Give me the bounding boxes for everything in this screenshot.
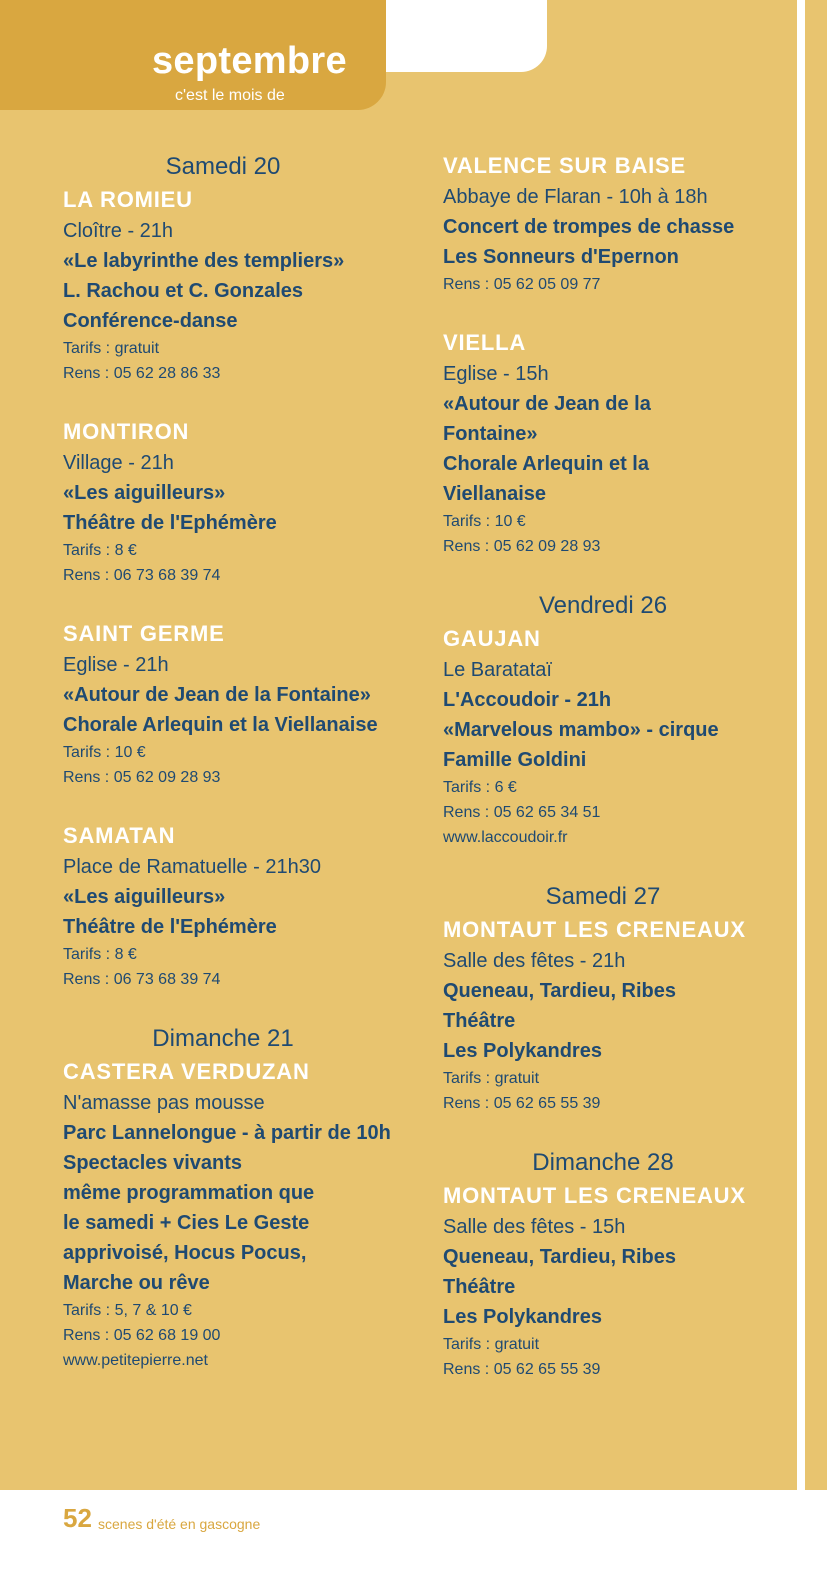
event-detail: Spectacles vivants	[63, 1152, 242, 1174]
event-info: Rens : 05 62 28 86 33	[63, 365, 221, 382]
event-detail: Théâtre	[443, 1010, 516, 1032]
day-heading: Samedi 27	[545, 883, 661, 910]
event-detail: Théâtre de l'Ephémère	[63, 916, 277, 938]
day-heading: Vendredi 26	[538, 592, 668, 619]
event-info: www.petitepierre.net	[63, 1352, 208, 1369]
event-detail: Marche ou rêve	[63, 1272, 210, 1294]
event-detail: Chorale Arlequin et la	[443, 453, 649, 475]
event-listing	[63, 820, 423, 992]
event-detail: Les Sonneurs d'Epernon	[443, 246, 679, 268]
event-detail: Place de Ramatuelle - 21h30	[63, 856, 321, 878]
event-detail: Cloître - 21h	[63, 220, 174, 242]
day-heading: Samedi 20	[165, 153, 281, 180]
event-detail: Théâtre de l'Ephémère	[63, 512, 277, 534]
day-heading: Dimanche 28	[532, 1149, 674, 1176]
publication-name: scenes d'été en gascogne	[98, 1516, 261, 1532]
event-town: LA ROMIEU	[63, 187, 193, 212]
event-info: Tarifs : 8 €	[63, 542, 137, 559]
event-info: Tarifs : 6 €	[443, 779, 517, 796]
event-info: Tarifs : gratuit	[63, 340, 160, 357]
event-detail: Parc Lannelongue - à partir de 10h	[63, 1122, 391, 1144]
event-detail: «Les aiguilleurs»	[63, 886, 226, 908]
event-listing	[443, 327, 803, 559]
event-town: VALENCE SUR BAISE	[443, 153, 686, 178]
event-detail: apprivoisé, Hocus Pocus,	[63, 1242, 307, 1264]
event-detail: Abbaye de Flaran - 10h à 18h	[443, 186, 708, 208]
left-column	[63, 150, 423, 1403]
event-info: Tarifs : 8 €	[63, 946, 137, 963]
event-info: Rens : 06 73 68 39 74	[63, 567, 221, 584]
event-info: Rens : 05 62 65 55 39	[443, 1361, 601, 1378]
header-white-tab	[380, 0, 547, 72]
event-detail: Les Polykandres	[443, 1306, 602, 1328]
event-listing	[63, 1056, 423, 1373]
event-info: Rens : 05 62 68 19 00	[63, 1327, 221, 1344]
event-listing	[63, 416, 423, 588]
event-detail: Eglise - 21h	[63, 654, 169, 676]
event-town: MONTAUT LES CRENEAUX	[443, 1183, 746, 1208]
event-town: GAUJAN	[443, 626, 541, 651]
event-town: VIELLA	[443, 330, 527, 355]
event-detail: «Autour de Jean de la	[443, 393, 651, 415]
event-detail: Chorale Arlequin et la Viellanaise	[63, 714, 378, 736]
event-town: CASTERA VERDUZAN	[63, 1059, 310, 1084]
month-subtitle: c'est le mois de	[175, 87, 285, 104]
event-info: Tarifs : 10 €	[443, 513, 526, 530]
event-detail: Salle des fêtes - 15h	[443, 1216, 626, 1238]
event-detail: Queneau, Tardieu, Ribes	[443, 1246, 677, 1268]
event-info: Tarifs : 5, 7 & 10 €	[63, 1302, 192, 1319]
right-column	[443, 150, 803, 1412]
event-info: Rens : 05 62 09 28 93	[443, 538, 601, 555]
event-info: Rens : 05 62 65 34 51	[443, 804, 601, 821]
event-info: Rens : 05 62 65 55 39	[443, 1095, 601, 1112]
event-detail: même programmation que	[63, 1182, 315, 1204]
event-listing	[63, 184, 423, 386]
event-detail: N'amasse pas mousse	[63, 1092, 265, 1114]
event-detail: le samedi + Cies Le Geste	[63, 1212, 310, 1234]
event-info: Tarifs : gratuit	[443, 1336, 540, 1353]
event-listing	[443, 150, 803, 297]
event-listing	[443, 1180, 803, 1382]
event-detail: L. Rachou et C. Gonzales	[63, 280, 304, 302]
event-detail: Conférence-danse	[63, 310, 238, 332]
day-heading: Dimanche 21	[152, 1025, 294, 1052]
event-town: SAINT GERME	[63, 621, 225, 646]
event-detail: Les Polykandres	[443, 1040, 602, 1062]
event-info: Tarifs : gratuit	[443, 1070, 540, 1087]
event-detail: «Autour de Jean de la Fontaine»	[63, 684, 371, 706]
event-detail: Queneau, Tardieu, Ribes	[443, 980, 677, 1002]
event-detail: «Les aiguilleurs»	[63, 482, 226, 504]
event-listing	[443, 914, 803, 1116]
event-town: MONTIRON	[63, 419, 190, 444]
event-info: Rens : 05 62 05 09 77	[443, 276, 601, 293]
event-town: SAMATAN	[63, 823, 176, 848]
right-edge-band	[805, 0, 827, 1490]
event-detail: L'Accoudoir - 21h	[443, 689, 612, 711]
event-detail: Eglise - 15h	[443, 363, 549, 385]
event-detail: Viellanaise	[443, 483, 547, 505]
event-detail: Le Baratataï	[443, 659, 552, 681]
event-detail: Concert de trompes de chasse	[443, 216, 735, 238]
event-info: www.laccoudoir.fr	[443, 829, 568, 846]
event-town: MONTAUT LES CRENEAUX	[443, 917, 746, 942]
event-listing	[443, 623, 803, 850]
event-detail: Théâtre	[443, 1276, 516, 1298]
event-detail: Fontaine»	[443, 423, 538, 445]
event-info: Tarifs : 10 €	[63, 744, 146, 761]
event-info: Rens : 05 62 09 28 93	[63, 769, 221, 786]
event-detail: «Le labyrinthe des templiers»	[63, 250, 345, 272]
month-title: septembre	[152, 40, 347, 82]
event-detail: Village - 21h	[63, 452, 174, 474]
event-info: Rens : 06 73 68 39 74	[63, 971, 221, 988]
event-detail: «Marvelous mambo» - cirque	[443, 719, 719, 741]
page-number: 52	[63, 1503, 92, 1533]
event-listing	[63, 618, 423, 790]
event-detail: Famille Goldini	[443, 749, 587, 771]
event-detail: Salle des fêtes - 21h	[443, 950, 626, 972]
